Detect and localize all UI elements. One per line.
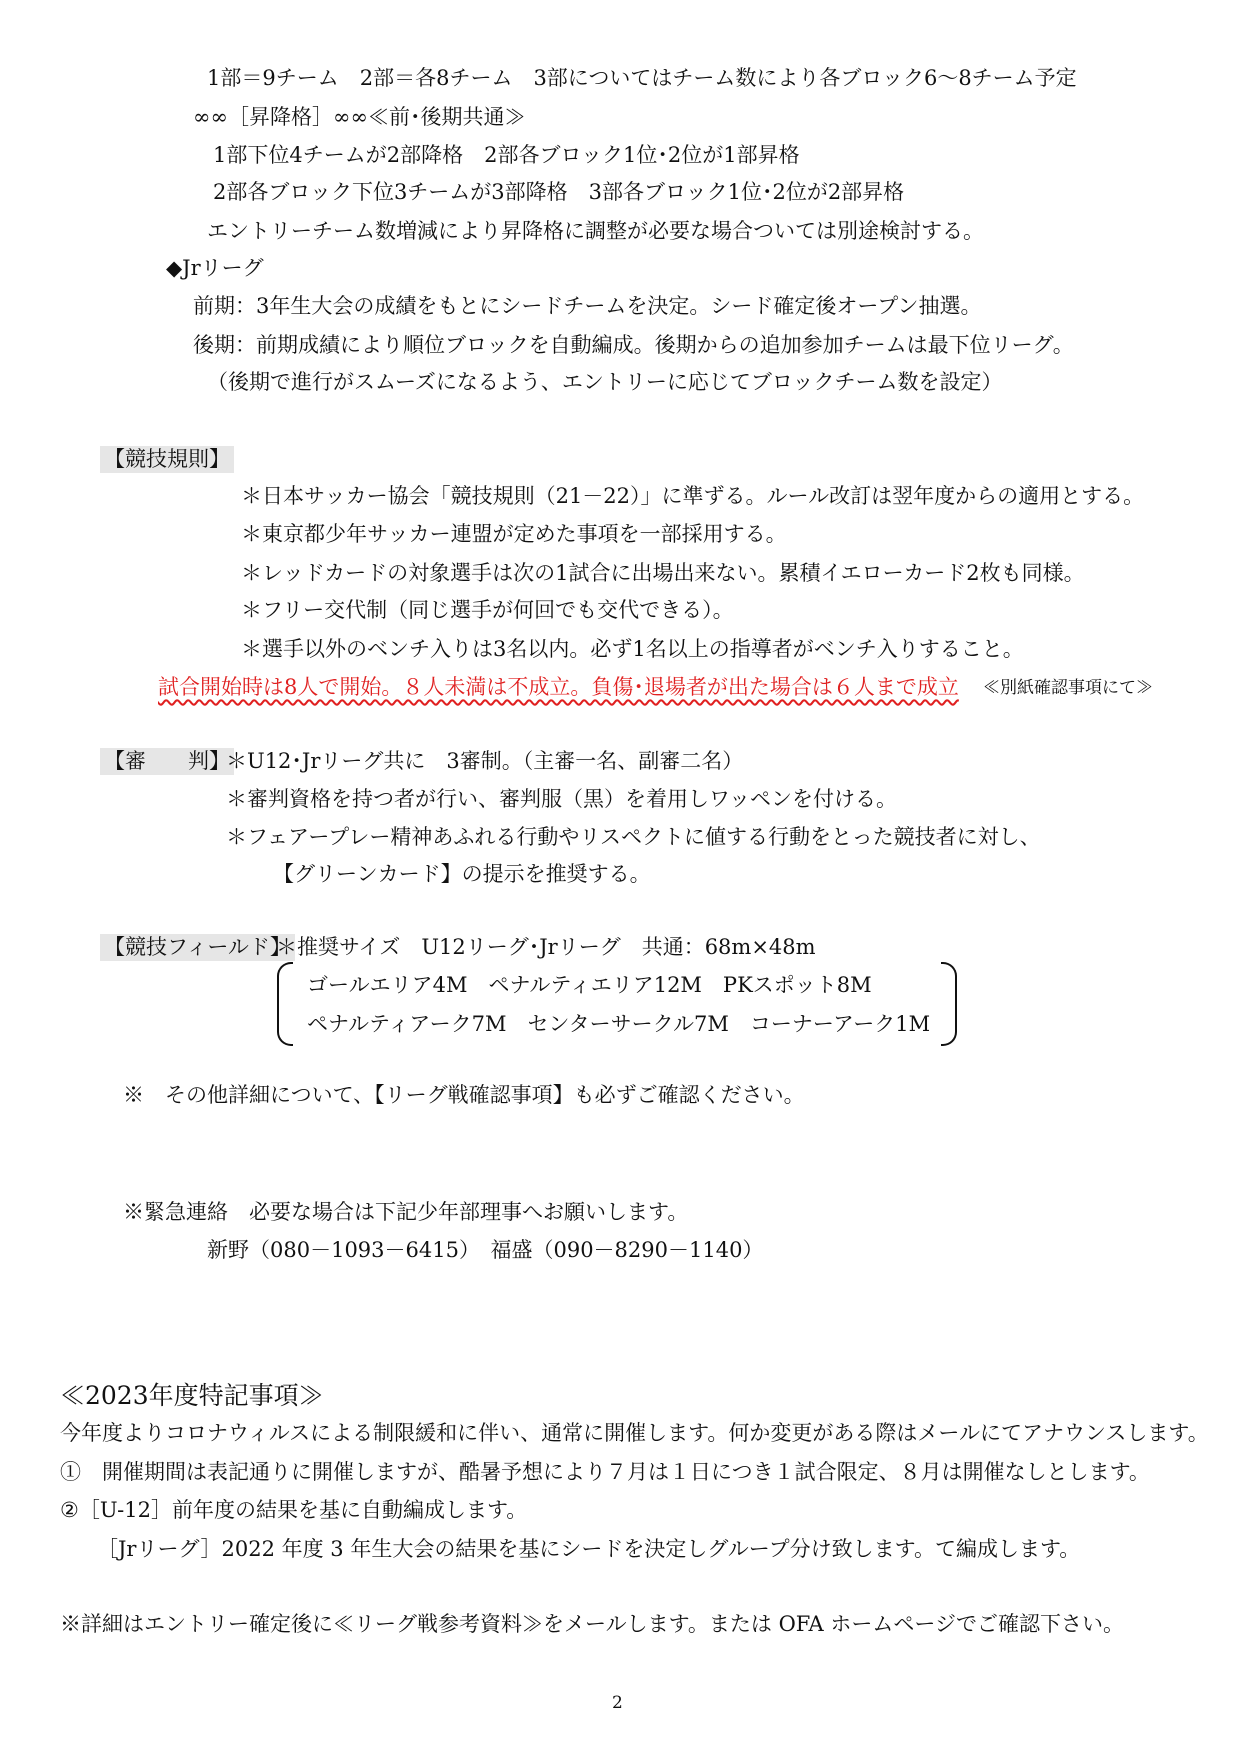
field-dimensions-2: ペナルティアーク7M センターサークル7M コーナーアーク1M <box>307 1012 931 1036</box>
promotion-note: エントリーチーム数増減により昇降格に調整が必要な場合ついては別途検討する。 <box>207 219 984 243</box>
referee-section-title: 【審 判】 <box>100 748 234 775</box>
details-note: ※ その他詳細について、【リーグ戦確認事項】も必ずご確認ください。 <box>123 1083 805 1107</box>
emergency-phone-numbers: 新野（080－1093－6415） 福盛（090－8290－1140） <box>207 1238 764 1262</box>
rule-item-2: ＊東京都少年サッカー連盟が定めた事項を一部採用する。 <box>241 522 787 546</box>
promotion-line-2: 2部各ブロック下位3チームが3部降格 3部各ブロック1位･2位が2部昇格 <box>213 180 905 204</box>
league-structure-line: 1部＝9チーム 2部＝各8チーム 3部についてはチーム数により各ブロック6～8チーム予定 <box>207 66 1077 90</box>
special-note-4: ［Jrリーグ］2022 年度 3 年生大会の結果を基にシードを決定しグループ分け致します。て編成します。 <box>97 1537 1081 1561</box>
special-note-5: ※詳細はエントリー確定後に≪リーグ戦参考資料≫をメールします。または OFA ホームページでご確認下さい。 <box>60 1612 1124 1636</box>
rule-item-4: ＊フリー交代制（同じ選手が何回でも交代できる）。 <box>241 598 734 622</box>
field-size: ＊推奨サイズ U12リーグ･Jrリーグ 共通：68m×48m <box>276 935 816 959</box>
rule-item-3: ＊レッドカードの対象選手は次の1試合に出場出来ない。累積イエローカード2枚も同様。 <box>241 561 1085 585</box>
referee-item-1: ＊U12･Jrリーグ共に 3審制。（主審一名、副審二名） <box>226 749 744 773</box>
rules-section-title: 【競技規則】 <box>100 446 234 473</box>
special-note-3: ②［U-12］前年度の結果を基に自動編成します。 <box>60 1498 528 1522</box>
page-number: 2 <box>612 1693 623 1713</box>
right-bracket <box>941 962 957 1046</box>
referee-item-3: ＊フェアープレー精神あふれる行動やリスペクトに値する行動をとった競技者に対し、 <box>226 825 1041 849</box>
left-bracket <box>277 962 293 1046</box>
rule-separate-doc-note: ≪別紙確認事項にて≫ <box>983 678 1153 698</box>
promotion-heading: ∞∞［昇降格］∞∞≪前･後期共通≫ <box>193 105 526 129</box>
promotion-line-1: 1部下位4チームが2部降格 2部各ブロック1位･2位が1部昇格 <box>213 143 800 167</box>
rule-player-count-warning: 試合開始時は8人で開始。８人未満は不成立。負傷･退場者が出た場合は６人まで成立 <box>158 675 959 699</box>
rule-item-1: ＊日本サッカー協会「競技規則（21－22）」に準ずる。ルール改訂は翌年度からの適用とする。 <box>241 484 1145 508</box>
referee-item-3-cont: 【グリーンカード】の提示を推奨する。 <box>273 862 651 886</box>
special-note-1: 今年度よりコロナウィルスによる制限緩和に伴い、通常に開催します。何か変更がある際はメールにてアナウンスします。 <box>60 1421 1209 1445</box>
jr-league-first-half: 前期：3年生大会の成績をもとにシードチームを決定。シード確定後オープン抽選。 <box>193 294 982 318</box>
jr-league-second-half: 後期：前期成績により順位ブロックを自動編成。後期からの追加参加チームは最下位リーグ。 <box>193 333 1074 357</box>
jr-league-title: ◆Jrリーグ <box>166 256 264 280</box>
referee-item-2: ＊審判資格を持つ者が行い、審判服（黒）を着用しワッペンを付ける。 <box>226 787 897 811</box>
rule-item-5: ＊選手以外のベンチ入りは3名以内。必ず1名以上の指導者がベンチ入りすること。 <box>241 637 1024 661</box>
emergency-contact-line: ※緊急連絡 必要な場合は下記少年部理事へお願いします。 <box>123 1200 689 1224</box>
field-dimensions-1: ゴールエリア4M ペナルティエリア12M PKスポット8M <box>307 973 872 997</box>
special-note-2: ① 開催期間は表記通りに開催しますが、酷暑予想により７月は１日につき１試合限定、８月は開催なしとします。 <box>60 1460 1150 1484</box>
special-notes-title: ≪2023年度特記事項≫ <box>60 1381 324 1410</box>
jr-league-note: （後期で進行がスムーズになるよう、エントリーに応じてブロックチーム数を設定） <box>207 370 1003 394</box>
field-section-title: 【競技フィールド】 <box>100 934 295 961</box>
